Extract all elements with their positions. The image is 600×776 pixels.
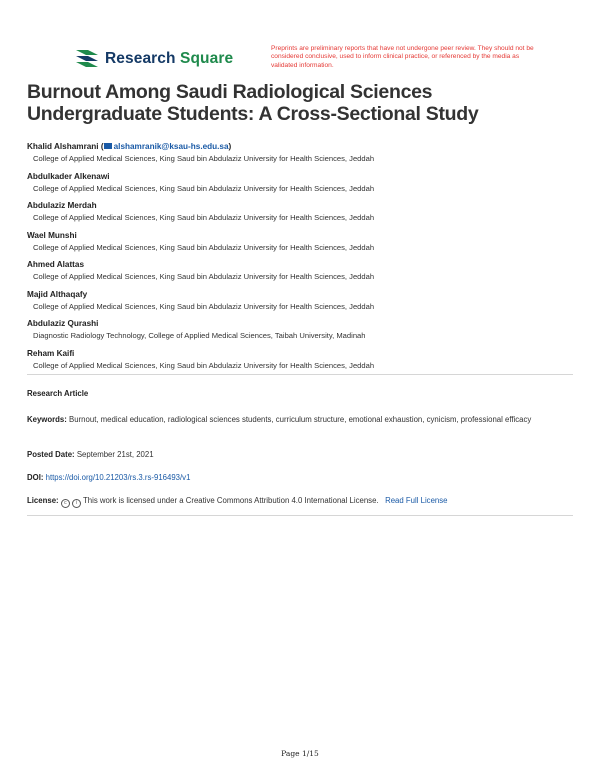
cc-by-icon: i	[72, 499, 81, 508]
research-square-logo-icon	[74, 48, 100, 70]
keywords-label: Keywords:	[27, 415, 67, 424]
posted-date-value: September 21st, 2021	[76, 450, 154, 459]
author-name: Khalid Alshamrani	[27, 142, 99, 151]
author-entry	[27, 289, 572, 319]
author-name: Reham Kaifi	[27, 348, 75, 358]
license	[27, 495, 572, 508]
author-email-link[interactable]: alshamranik@ksau-hs.edu.sa	[113, 142, 229, 151]
research-square-logo[interactable]	[74, 46, 233, 72]
read-full-license-link[interactable]: Read Full License	[385, 496, 448, 505]
author-name: Ahmed Alattas	[27, 260, 85, 269]
author-affiliation: College of Applied Medical Sciences, King Saud bin Abdulaziz University for Health Sciences, Jeddah	[33, 213, 375, 222]
author-affiliation: College of Applied Medical Sciences, King Saud bin Abdulaziz University for Health Sciences, Jeddah	[33, 154, 375, 163]
keywords	[27, 414, 572, 425]
author-entry	[27, 259, 572, 289]
author-list	[27, 141, 572, 377]
author-affiliation: Diagnostic Radiology Technology, College of Applied Medical Sciences, Taibah University, Madinah	[33, 331, 366, 340]
author-name: Wael Munshi	[27, 230, 77, 240]
logo-brand-accent: Square	[180, 50, 234, 67]
envelope-icon	[104, 143, 112, 149]
author-entry	[27, 230, 572, 260]
author-affiliation: College of Applied Medical Sciences, King Saud bin Abdulaziz University for Health Sciences, Jeddah	[33, 272, 375, 281]
author-name-line: Khalid Alshamrani ( alshamranik@ksau-hs.edu.sa)	[27, 142, 232, 151]
logo-brand: Research	[105, 50, 176, 67]
author-entry	[27, 348, 572, 378]
author-entry	[27, 171, 572, 201]
license-label: License:	[27, 496, 59, 505]
author-affiliation: College of Applied Medical Sciences, King Saud bin Abdulaziz University for Health Sciences, Jeddah	[33, 301, 375, 311]
cc-icon: c	[61, 499, 70, 508]
page-title: Burnout Among Saudi Radiological Sciences Undergraduate Students: A Cross-Sectional Study	[27, 81, 479, 125]
license-text: This work is licensed under a Creative Commons Attribution 4.0 International License.	[83, 496, 379, 505]
section-divider	[27, 515, 573, 516]
author-affiliation: College of Applied Medical Sciences, King Saud bin Abdulaziz University for Health Sciences, Jeddah	[33, 183, 375, 193]
author-name: Majid Althaqafy	[27, 289, 88, 299]
page-number: Page 1/15	[281, 749, 319, 758]
section-divider	[27, 374, 573, 375]
posted-date	[27, 449, 572, 460]
article-type: Research Article	[27, 389, 89, 398]
author-affiliation: College of Applied Medical Sciences, King Saud bin Abdulaziz University for Health Sciences, Jeddah	[33, 242, 375, 252]
author-entry	[27, 141, 572, 171]
author-affiliation: College of Applied Medical Sciences, King Saud bin Abdulaziz University for Health Sciences, Jeddah	[33, 360, 375, 370]
doi-label: DOI:	[27, 473, 44, 482]
author-name: Abdulaziz Merdah	[27, 201, 97, 210]
author-name: Abdulaziz Qurashi	[27, 319, 99, 328]
preprint-disclaimer: Preprints are preliminary reports that have not undergone peer review. They should not be considered conclusive, used to inform clinical practice, or referenced by the media as validated information.	[271, 45, 534, 69]
keywords-value: Burnout, medical education, radiological sciences students, curriculum structure, emotional exhaustion, cynicism, professional efficacy	[69, 415, 532, 424]
logo-wordmark	[105, 50, 233, 68]
posted-date-label: Posted Date:	[27, 450, 75, 459]
doi-link[interactable]: https://doi.org/10.21203/rs.3.rs-916493/v1	[45, 473, 191, 482]
author-name: Abdulkader Alkenawi	[27, 171, 110, 181]
doi	[27, 472, 572, 483]
author-entry	[27, 318, 572, 348]
author-entry	[27, 200, 572, 230]
